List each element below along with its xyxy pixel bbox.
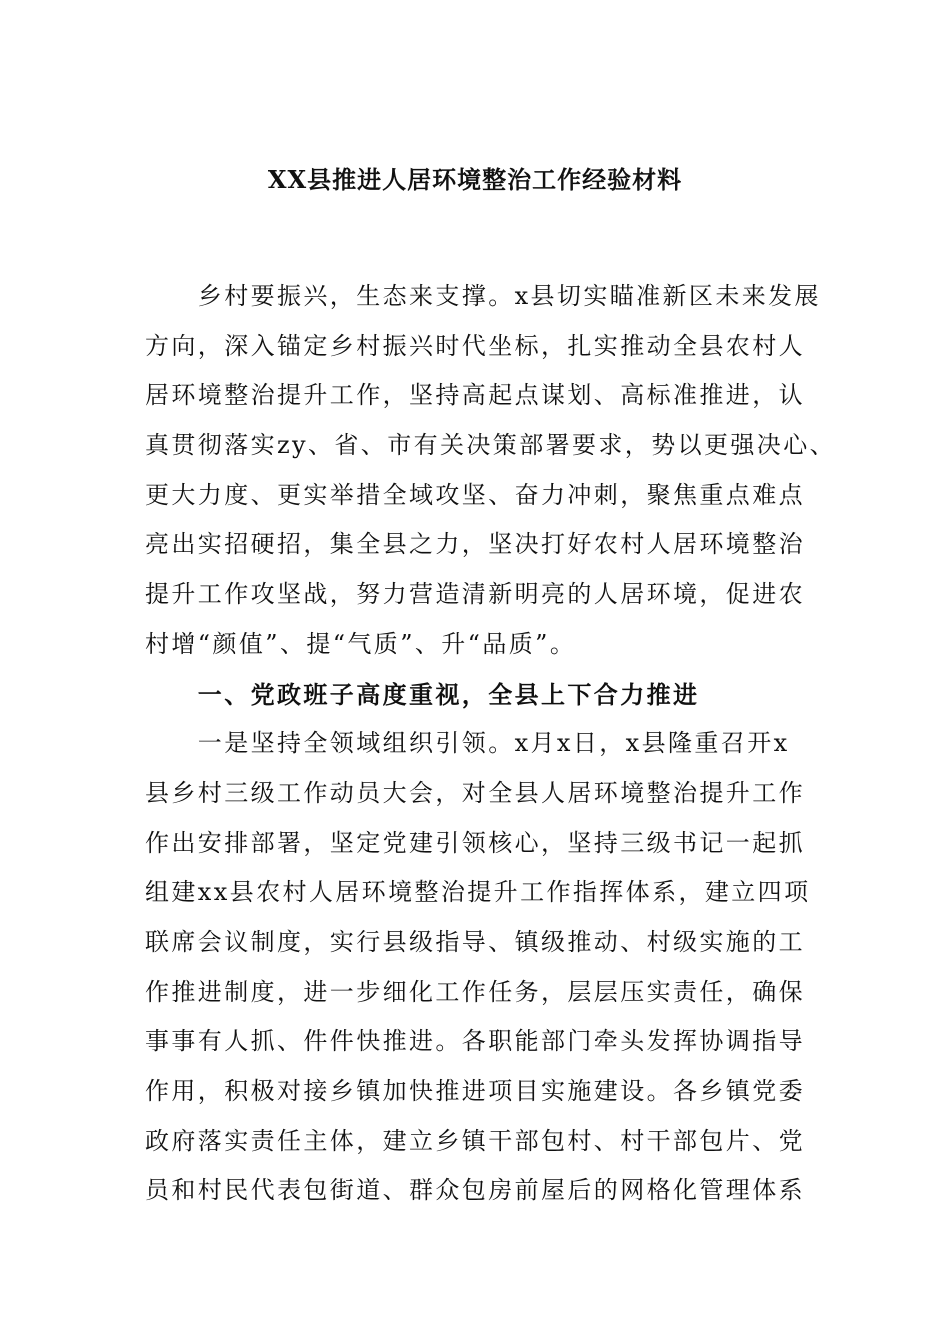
body-text-line: 组建xx县农村人居环境整治提升工作指挥体系，建立四项 (145, 878, 811, 907)
body-text-line: 提升工作攻坚战，努力营造清新明亮的人居环境，促进农 (145, 580, 805, 609)
body-text-line: 方向，深入锚定乡村振兴时代坐标，扎实推动全县农村人 (145, 331, 805, 360)
body-text-line: 县乡村三级工作动员大会，对全县人居环境整治提升工作 (145, 778, 805, 807)
section-heading: 一、党政班子高度重视，全县上下合力推进 (145, 679, 700, 709)
body-text-line: 事事有人抓、件件快推进。各职能部门牵头发挥协调指导 (145, 1027, 805, 1056)
body-text-line: 乡村要振兴，生态来支撑。x县切实瞄准新区未来发展 (145, 282, 821, 310)
body-text-line: 亮出实招硬招，集全县之力，坚决打好农村人居环境整治 (145, 530, 805, 559)
document-title: XX县推进人居环境整治工作经验材料 (267, 165, 683, 194)
body-text-line: 员和村民代表包街道、群众包房前屋后的网格化管理体系 (145, 1176, 805, 1205)
body-text-line: 联席会议制度，实行县级指导、镇级推动、村级实施的工 (145, 927, 805, 956)
body-text-line: 一是坚持全领域组织引领。x月x日，x县隆重召开x (145, 729, 790, 758)
body-text-line: 作出安排部署，坚定党建引领核心，坚持三级书记一起抓 (145, 828, 805, 857)
body-text-line: 作推进制度，进一步细化工作任务，层层压实责任，确保 (145, 977, 805, 1006)
document-body (145, 272, 835, 1216)
body-text-line: 政府落实责任主体，建立乡镇干部包村、村干部包片、党 (145, 1126, 805, 1155)
body-text-line: 居环境整治提升工作，坚持高起点谋划、高标准推进，认 (145, 381, 805, 410)
body-text-line: 作用，积极对接乡镇加快推进项目实施建设。各乡镇党委 (145, 1077, 805, 1105)
body-text-line: 更大力度、更实举措全域攻坚、奋力冲刺，聚焦重点难点 (145, 480, 805, 509)
body-text-line: 真贯彻落实zy、省、市有关决策部署要求，势以更强决心、 (145, 431, 837, 460)
body-text-line: 村增“颜值”、提“气质”、升“品质”。 (145, 629, 577, 658)
